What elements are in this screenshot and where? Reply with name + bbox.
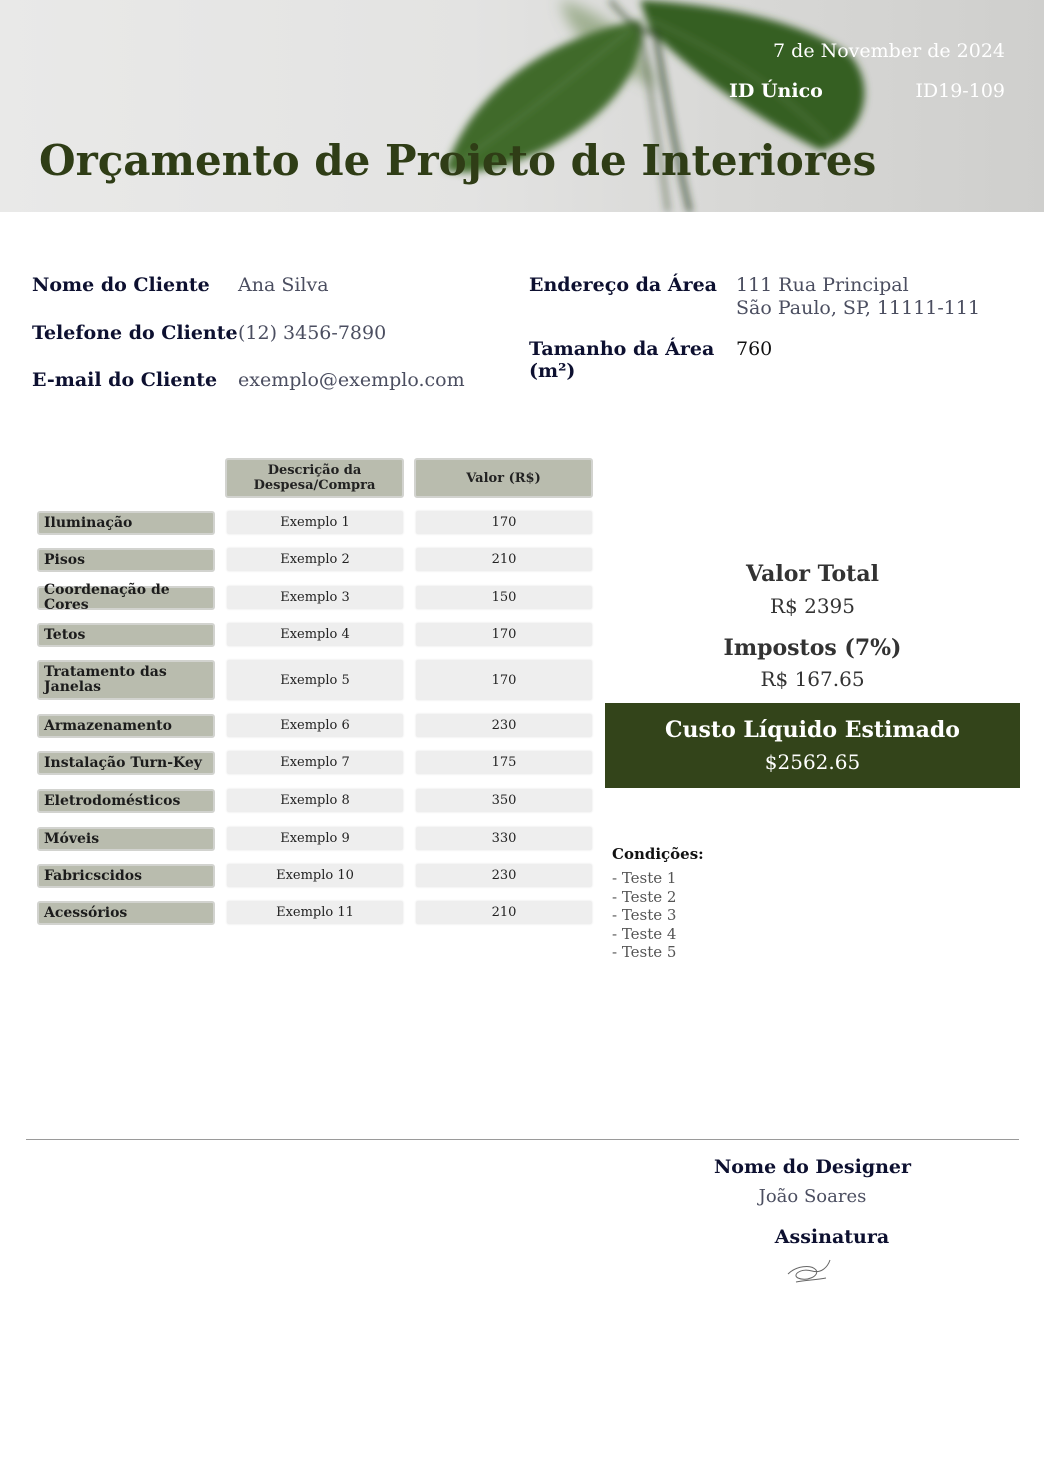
row-value: 230 — [416, 714, 592, 737]
row-description: Exemplo 10 — [227, 864, 403, 887]
net-cost-value: $2562.65 — [764, 750, 861, 774]
row-value: 150 — [416, 586, 592, 609]
row-description: Exemplo 2 — [227, 548, 403, 571]
row-description: Exemplo 7 — [227, 751, 403, 774]
conditions-list — [612, 869, 676, 962]
row-category: Tetos — [37, 623, 215, 647]
row-category: Iluminação — [37, 511, 215, 535]
row-value: 170 — [416, 623, 592, 646]
row-category: Móveis — [37, 827, 215, 851]
unique-id-label: ID Único — [729, 80, 823, 102]
table-header-value: Valor (R$) — [414, 458, 593, 498]
area-size-label: Tamanho da Área (m²) — [529, 338, 715, 382]
row-value: 350 — [416, 789, 592, 812]
row-description: Exemplo 8 — [227, 789, 403, 812]
client-email-value: exemplo@exemplo.com — [238, 369, 465, 391]
condition-item: - Teste 1 — [612, 869, 677, 887]
condition-item: - Teste 4 — [612, 924, 677, 943]
client-phone-value: (12) 3456-7890 — [238, 322, 387, 344]
row-value: 170 — [416, 511, 592, 534]
row-description: Exemplo 3 — [227, 586, 403, 609]
net-cost-box — [605, 703, 1020, 788]
tax-label: Impostos (7%) — [723, 635, 902, 661]
client-email-label: E-mail do Cliente — [32, 369, 218, 391]
area-address-line2: São Paulo, SP, 11111-111 — [736, 297, 981, 319]
row-value: 210 — [416, 901, 592, 924]
row-value: 175 — [416, 751, 592, 774]
area-address-line1: 111 Rua Principal — [736, 274, 909, 296]
footer-divider — [26, 1139, 1019, 1140]
row-category: Acessórios — [37, 901, 215, 925]
row-category: Tratamento das Janelas — [37, 660, 215, 700]
total-value: R$ 2395 — [769, 594, 856, 618]
row-description: Exemplo 5 — [227, 660, 403, 700]
row-value: 330 — [416, 827, 592, 850]
signature-label: Assinatura — [774, 1226, 890, 1248]
row-description: Exemplo 6 — [227, 714, 403, 737]
row-category: Instalação Turn-Key — [37, 751, 215, 775]
page-title: Orçamento de Projeto de Interiores — [39, 136, 877, 185]
condition-item: - Teste 3 — [612, 906, 677, 924]
row-description: Exemplo 1 — [227, 511, 403, 534]
client-name-value: Ana Silva — [238, 274, 329, 296]
client-name-label: Nome do Cliente — [32, 274, 210, 296]
row-value: 210 — [416, 548, 592, 571]
client-phone-label: Telefone do Cliente — [32, 322, 238, 344]
row-description: Exemplo 11 — [227, 901, 403, 924]
row-value: 230 — [416, 864, 592, 887]
row-category: Fabricscidos — [37, 864, 215, 888]
row-category: Armazenamento — [37, 714, 215, 738]
designer-name-label: Nome do Designer — [713, 1156, 912, 1178]
unique-id-value: ID19-109 — [915, 80, 1005, 102]
row-category: Eletrodomésticos — [37, 789, 215, 813]
row-value: 170 — [416, 660, 592, 700]
tax-value: R$ 167.65 — [760, 667, 865, 691]
conditions-title: Condições: — [612, 845, 704, 863]
row-category: Pisos — [37, 548, 215, 572]
condition-item: - Teste 5 — [612, 943, 677, 961]
header-banner — [0, 0, 1044, 212]
signature-image — [786, 1256, 836, 1286]
row-description: Exemplo 9 — [227, 827, 403, 850]
area-address-label: Endereço da Área — [529, 274, 717, 296]
row-description: Exemplo 4 — [227, 623, 403, 646]
condition-item: - Teste 2 — [612, 887, 677, 906]
designer-name-value: João Soares — [758, 1186, 867, 1207]
table-header-description: Descrição da Despesa/Compra — [225, 458, 404, 498]
net-cost-label: Custo Líquido Estimado — [665, 717, 960, 743]
total-label: Valor Total — [746, 561, 879, 587]
document-date: 7 de November de 2024 — [773, 40, 1005, 62]
area-size-value: 760 — [736, 338, 773, 360]
row-category: Coordenação de Cores — [37, 586, 215, 610]
